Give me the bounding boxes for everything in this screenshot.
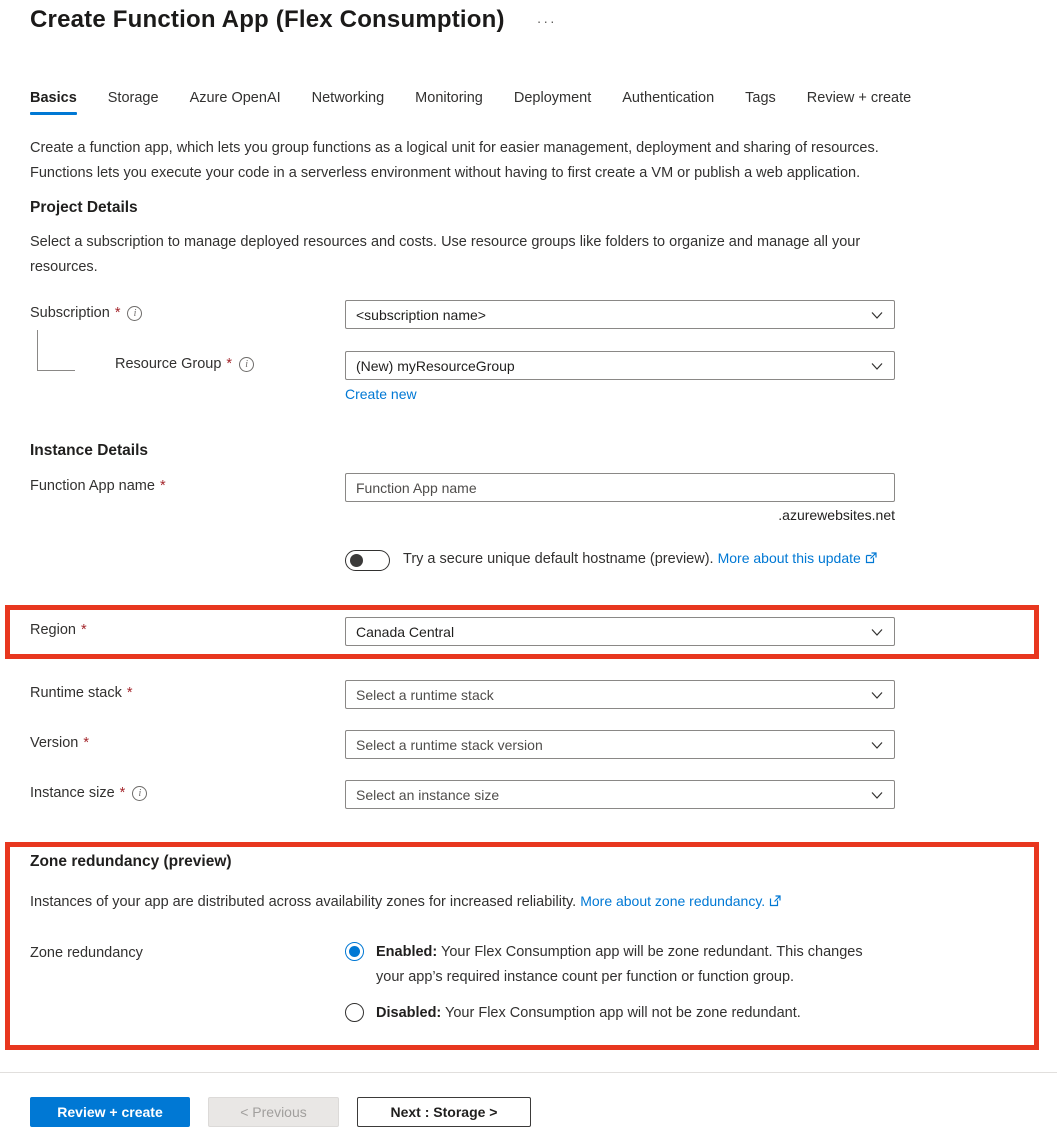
required-asterisk: *: [83, 735, 90, 751]
zone-redundancy-enabled-option: [345, 940, 895, 990]
radio-enabled[interactable]: [345, 942, 364, 961]
required-asterisk: *: [80, 622, 87, 638]
instance-size-placeholder: Select an instance size: [356, 786, 500, 803]
resource-group-value: (New) myResourceGroup: [356, 357, 515, 374]
page-title: Create Function App (Flex Consumption): [30, 6, 505, 33]
runtime-stack-select[interactable]: [345, 680, 895, 709]
region-select[interactable]: [345, 617, 895, 646]
chevron-down-icon: [870, 625, 884, 639]
subscription-value: <subscription name>: [356, 306, 486, 323]
tab-monitoring[interactable]: Monitoring: [415, 90, 483, 106]
zone-redundancy-description: Instances of your app are distributed across availability zones for increased reliability. More about zone redundancy.: [30, 890, 1027, 914]
tab-tags[interactable]: Tags: [745, 90, 776, 106]
tab-basics[interactable]: Basics: [30, 90, 77, 115]
runtime-stack-row: [30, 680, 1027, 709]
info-icon[interactable]: i: [127, 306, 142, 321]
function-app-name-row: [30, 473, 1027, 523]
create-new-link[interactable]: Create new: [345, 386, 417, 402]
tab-review-create[interactable]: Review + create: [806, 90, 912, 106]
subscription-label: Subscription *: [30, 305, 121, 321]
project-details-heading: Project Details: [30, 199, 138, 216]
chevron-down-icon: [870, 308, 884, 322]
region-label: Region *: [30, 622, 87, 638]
zone-redundancy-disabled-option: [345, 1001, 895, 1026]
info-icon[interactable]: i: [132, 786, 147, 801]
required-asterisk: *: [159, 478, 166, 494]
tab-networking[interactable]: Networking: [311, 90, 385, 106]
instance-details-heading: Instance Details: [30, 442, 149, 459]
runtime-stack-placeholder: Select a runtime stack: [356, 686, 494, 703]
function-app-name-label: Function App name *: [30, 478, 166, 494]
required-asterisk: *: [126, 685, 133, 701]
external-link-icon: [769, 892, 781, 914]
toggle-knob: [350, 554, 363, 567]
version-placeholder: Select a runtime stack version: [356, 736, 543, 753]
tree-connector-line: [37, 330, 75, 371]
more-about-update-link[interactable]: More about this update: [717, 550, 861, 566]
more-options-button[interactable]: ···: [536, 13, 557, 29]
intro-text: Create a function app, which lets you group functions as a logical unit for easier management, deployment and sharing of resources. Functions lets you execute your code in a serverless environment without having to first create a VM or publish a web application.: [30, 140, 879, 181]
subscription-row: [30, 300, 1027, 329]
function-app-name-input[interactable]: [345, 473, 895, 502]
footer-divider: [0, 1072, 1057, 1073]
resource-group-select[interactable]: [345, 351, 895, 380]
wizard-tabs: [30, 90, 1027, 115]
region-highlight-section: [30, 605, 1027, 659]
chevron-down-icon: [870, 359, 884, 373]
previous-button[interactable]: < Previous: [208, 1097, 339, 1127]
tab-storage[interactable]: Storage: [107, 90, 159, 106]
info-icon[interactable]: i: [239, 357, 254, 372]
required-asterisk: *: [119, 785, 126, 801]
instance-size-select[interactable]: [345, 780, 895, 809]
instance-size-row: [30, 780, 1027, 809]
secure-hostname-text: Try a secure unique default hostname (preview). More about this update: [403, 547, 877, 572]
tab-azure-openai[interactable]: Azure OpenAI: [189, 90, 281, 106]
region-row: [30, 617, 1027, 646]
required-asterisk: *: [226, 356, 233, 372]
project-details-description: Select a subscription to manage deployed resources and costs. Use resource groups like folders to organize and manage all your resources.: [30, 234, 861, 275]
zone-redundancy-heading: Zone redundancy (preview): [30, 853, 232, 870]
review-create-button[interactable]: Review + create: [30, 1097, 190, 1127]
required-asterisk: *: [114, 305, 121, 321]
version-select[interactable]: [345, 730, 895, 759]
page-header: [30, 0, 1027, 34]
radio-disabled[interactable]: [345, 1003, 364, 1022]
external-link-icon: [865, 549, 877, 572]
footer-actions: [30, 1097, 531, 1127]
zone-redundancy-label: Zone redundancy: [30, 945, 143, 961]
subscription-select[interactable]: [345, 300, 895, 329]
version-label: Version *: [30, 735, 90, 751]
next-storage-button[interactable]: Next : Storage >: [357, 1097, 531, 1127]
runtime-stack-label: Runtime stack *: [30, 685, 133, 701]
enabled-option-text: Enabled: Your Flex Consumption app will be zone redundant. This changes your app’s required instance count per function or function group.: [376, 944, 863, 985]
zone-redundancy-highlight-section: [30, 842, 1027, 1050]
version-row: [30, 730, 1027, 759]
zone-redundancy-row: [30, 940, 1027, 1026]
secure-hostname-toggle[interactable]: [345, 550, 390, 571]
resource-group-label: Resource Group *: [115, 356, 233, 372]
chevron-down-icon: [870, 688, 884, 702]
tab-authentication[interactable]: Authentication: [622, 90, 715, 106]
domain-suffix: .azurewebsites.net: [778, 507, 895, 523]
resource-group-row: [30, 351, 1027, 402]
region-value: Canada Central: [356, 623, 455, 640]
disabled-option-text: Disabled: Your Flex Consumption app will not be zone redundant.: [376, 1005, 801, 1021]
instance-size-label: Instance size *: [30, 785, 126, 801]
chevron-down-icon: [870, 788, 884, 802]
hostname-toggle-row: [30, 547, 1027, 572]
more-about-zone-redundancy-link[interactable]: More about zone redundancy.: [580, 893, 766, 909]
tab-deployment[interactable]: Deployment: [513, 90, 592, 106]
chevron-down-icon: [870, 738, 884, 752]
